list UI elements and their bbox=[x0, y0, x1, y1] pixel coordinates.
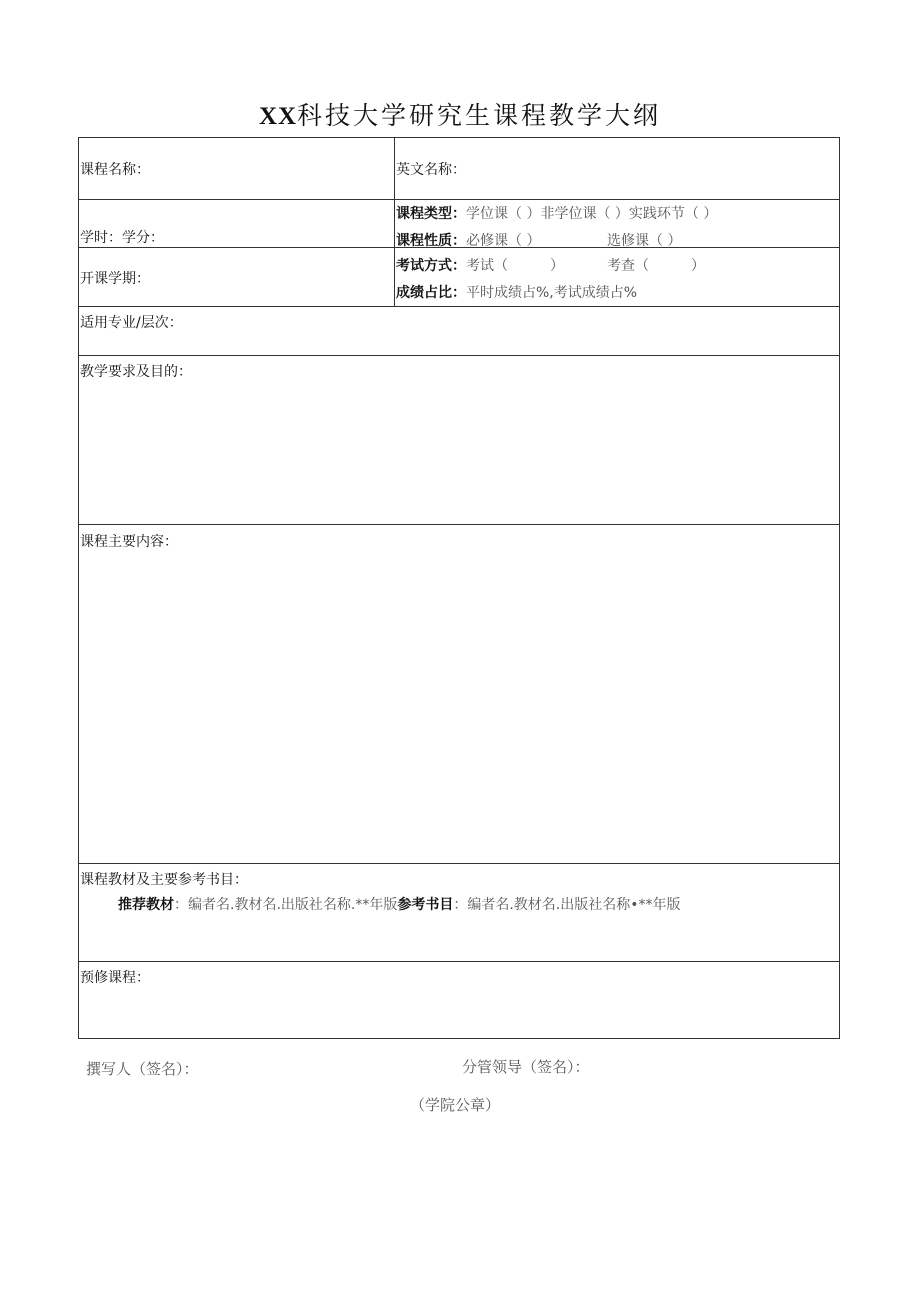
leader-signature: 分管领导（签名）： bbox=[462, 1058, 590, 1076]
textbook-label: 课程教材及主要参考书目： bbox=[80, 872, 248, 888]
reference-value: ：编者名.教材名.出版社名称•**年版 bbox=[453, 897, 681, 913]
syllabus-form-table bbox=[78, 137, 840, 1039]
reference-label: 参考书目 bbox=[397, 897, 454, 913]
college-seal: （学院公章） bbox=[410, 1096, 501, 1114]
semester-label: 开课学期： bbox=[80, 271, 150, 287]
exam-method-field bbox=[396, 257, 564, 275]
course-nature-field bbox=[396, 232, 540, 250]
recommended-textbook-label: 推荐教材 bbox=[118, 897, 174, 913]
row-divider bbox=[79, 863, 839, 864]
row-divider bbox=[79, 355, 839, 356]
column-divider bbox=[394, 138, 395, 306]
grade-ratio-value: 平时成绩占%,考试成绩占% bbox=[466, 285, 638, 301]
course-nature-required: 必修课（ ） bbox=[466, 233, 541, 249]
course-type-label: 课程类型： bbox=[396, 206, 466, 222]
course-nature-elective: 选修课（ ） bbox=[607, 233, 682, 249]
hours-credits-label: 学时：学分： bbox=[80, 230, 164, 246]
textbook-line bbox=[118, 896, 681, 914]
row-divider bbox=[79, 524, 839, 525]
prerequisite-label: 预修课程： bbox=[80, 970, 150, 986]
course-type-options: 学位课（ ）非学位课（ ）实践环节（ ） bbox=[466, 206, 718, 222]
course-type-field bbox=[396, 205, 717, 223]
page-title bbox=[0, 96, 920, 132]
grade-ratio-label: 成绩占比： bbox=[396, 285, 466, 301]
english-name-label: 英文名称： bbox=[396, 162, 466, 178]
title-main: 科技大学研究生课程教学大纲 bbox=[297, 101, 662, 130]
course-name-label: 课程名称： bbox=[80, 162, 150, 178]
grade-ratio-field bbox=[396, 284, 637, 302]
row-divider bbox=[79, 199, 839, 200]
exam-method-label: 考试方式： bbox=[396, 258, 466, 274]
row-divider bbox=[79, 306, 839, 307]
main-content-label: 课程主要内容： bbox=[80, 534, 178, 550]
author-signature: 撰写人（签名）： bbox=[86, 1060, 199, 1078]
row-divider bbox=[79, 961, 839, 962]
course-nature-label: 课程性质： bbox=[396, 233, 466, 249]
title-prefix: XX bbox=[258, 103, 298, 130]
major-level-label: 适用专业/层次： bbox=[80, 315, 183, 331]
exam-method-exam: 考试（ ） bbox=[466, 258, 564, 274]
recommended-textbook-value: ：编者名.教材名.出版社名称.**年版 bbox=[174, 897, 398, 913]
requirements-label: 教学要求及目的： bbox=[80, 364, 192, 380]
exam-method-check: 考查（ ） bbox=[607, 258, 705, 274]
